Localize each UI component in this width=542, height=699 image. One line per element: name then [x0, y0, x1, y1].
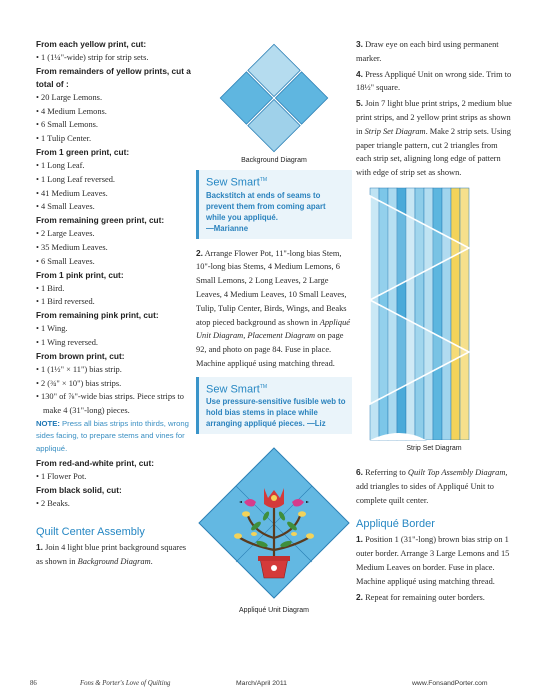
cut-list-item: • 1 (1¼"-wide) strip for strip sets.: [36, 53, 149, 62]
cut-heading: From remaining green print, cut:: [36, 215, 165, 226]
footer-page-number: 86: [30, 680, 37, 687]
strip: [442, 188, 451, 440]
cut-heading: From remainders of yellow prints, cut a total of :: [36, 65, 191, 89]
border-step-2: 2. Repeat for remaining outer borders.: [356, 591, 485, 602]
step-paragraph: 3. Draw eye on each bird using permanent marker.: [356, 39, 499, 63]
cut-list-item: • 35 Medium Leaves.: [36, 242, 108, 252]
step-paragraph: 1. Join 4 light blue print background squares as shown in Background Diagram.: [36, 542, 187, 566]
cut-list-item: • 1 Wing reversed.: [36, 337, 98, 347]
column-1: [36, 38, 192, 571]
footer-date: March/April 2011: [236, 680, 287, 687]
cut-list-item: • 130" of ⅞"-wide bias strips. Piece strips to make 4 (31"-long) pieces.: [36, 392, 184, 416]
step-paragraph: 5. Join 7 light blue print strips, 2 medium blue print strips, and 2 yellow print strips as shown in Strip Set Diagram. Make 2 strip sets. Using paper triangle pattern, cut 2 triangles from each strip set, aligning long edge of pattern with edge of strip set as shown.: [356, 98, 512, 178]
note-text: NOTE: Press all bias strips into thirds, wrong sides facing, to prepare stems and vines for appliqué.: [36, 418, 189, 453]
cut-list-item: • 1 Wing.: [36, 324, 68, 334]
cut-heading: From remaining pink print, cut:: [36, 310, 159, 321]
sew-smart-text: Use pressure-sensitive fusible web to hold bias stems in place while arranging appliqué pieces. —Liz: [206, 397, 346, 429]
cut-list-item: • 4 Medium Lemons.: [36, 106, 107, 116]
cut-list-item: • 6 Small Leaves.: [36, 256, 95, 266]
strip: [451, 188, 460, 440]
footer-website: www.FonsandPorter.com: [412, 680, 488, 687]
cut-list-item: • 2 Beaks.: [36, 499, 70, 509]
cut-list-item: • 41 Medium Leaves.: [36, 188, 108, 198]
background-diagram-caption: Background Diagram: [241, 157, 307, 164]
applique-diagram-caption: Appliqué Unit Diagram: [238, 607, 310, 615]
cut-list-item: • 1 Bird.: [36, 283, 65, 293]
strip-set-diagram: [356, 186, 512, 448]
cut-list-item: • 1 Tulip Center.: [36, 134, 92, 144]
step-2-paragraph: 2. Arrange Flower Pot, 11"-long bias Stem, 10"-long bias Stems, 4 Medium Lemons, 6 Small Lemons, 2 Long Leaves, 2 Large Leaves, 4 Medium Leaves, 10 Small Leaves, Tulip, Tulip Center, Birds, Wings, and Beaks atop pieced background as shown in Appliqué Unit Diagram, Placement Diagram on page 92, and photo on page 84. Fuse in place. Machine appliqué using matching thread.: [196, 247, 350, 369]
step-6-paragraph: 6. Referring to Quilt Top Assembly Diagram, add triangles to sides of Appliqué Unit to complete quilt center.: [356, 466, 508, 505]
strip: [433, 188, 442, 440]
applique-border-heading: Appliqué Border: [356, 518, 435, 531]
section-heading: Quilt Center Assembly: [36, 526, 145, 539]
column-3: [356, 38, 512, 606]
cut-heading: From 1 green print, cut:: [36, 146, 130, 157]
cut-heading: From red-and-white print, cut:: [36, 458, 154, 469]
border-step-1: 1. Position 1 (31"-long) brown bias strip on 1 outer border. Arrange 3 Large Lemons and 15 Medium Leaves on border. Fuse in place. Machine appliqué using matching thread.: [356, 534, 510, 586]
cut-heading: From 1 pink print, cut:: [36, 269, 124, 280]
cut-list-item: • 2 Large Leaves.: [36, 229, 95, 239]
sew-smart-text: Backstitch at ends of seams to prevent them from coming apart while you appliqué.: [206, 190, 326, 222]
cut-heading: From each yellow print, cut:: [36, 39, 147, 49]
step-paragraph: 4. Press Appliqué Unit on wrong side. Trim to 18½" square.: [356, 68, 512, 93]
cut-list-item: • 2 (¾" × 10") bias strips.: [36, 378, 122, 388]
cut-list-item: • 20 Large Lemons.: [36, 92, 103, 102]
cut-list-item: • 1 (1½" × 11") bias strip.: [36, 364, 122, 374]
strip: [460, 188, 469, 440]
sew-smart-title: Sew Smart: [206, 176, 260, 189]
column-2: [196, 38, 352, 614]
sew-smart-title: Sew Smart: [206, 383, 260, 396]
sew-smart-box-2: Sew Smart™ Use pressure-sensitive fusible web to hold bias stems in place while arranging appliqué pieces. —Liz: [196, 377, 352, 435]
sew-smart-box-1: Sew Smart™ Backstitch at ends of seams to prevent them from coming apart while you appliqué. —Marianne: [196, 170, 352, 239]
sew-smart-signature: —Marianne: [206, 223, 249, 233]
cut-heading: From black solid, cut:: [36, 485, 122, 496]
cut-list-item: • 1 Long Leaf.: [36, 160, 85, 170]
cut-list-item: • 4 Small Leaves.: [36, 202, 95, 212]
applique-unit-diagram: [196, 446, 352, 604]
background-diagram: [196, 38, 352, 156]
cut-list-item: • 1 Flower Pot.: [36, 472, 87, 482]
strip-set-caption: Strip Set Diagram: [406, 444, 462, 452]
cut-list-item: • 1 Long Leaf reversed.: [36, 174, 115, 184]
cut-list-item: • 1 Bird reversed.: [36, 297, 95, 307]
cut-heading: From brown print, cut:: [36, 350, 125, 361]
cut-list-item: • 6 Small Lemons.: [36, 120, 99, 130]
footer-magazine: Fons & Porter's Love of Quilting: [80, 680, 171, 687]
